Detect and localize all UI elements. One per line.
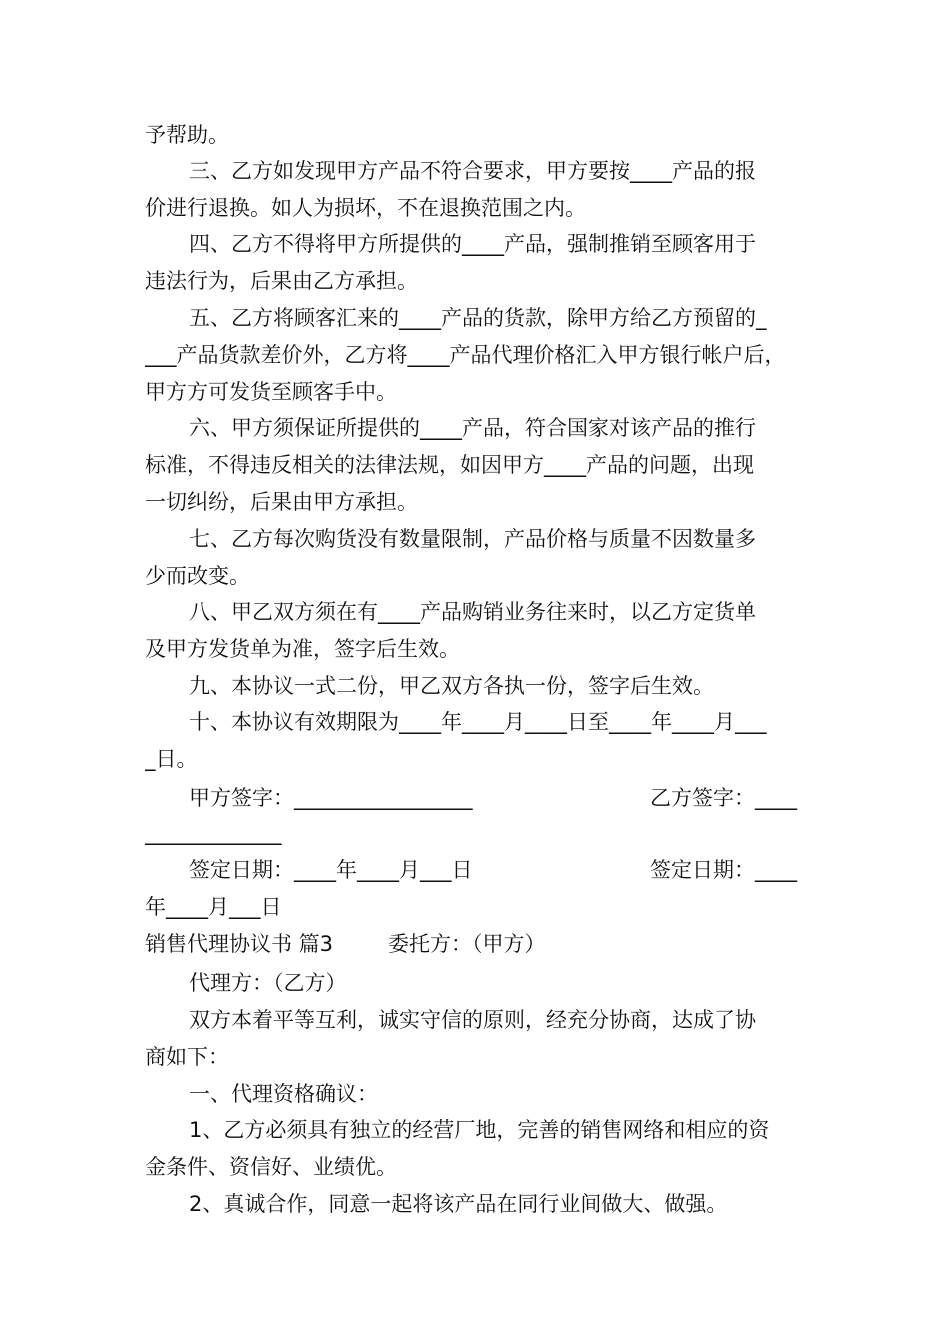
party-a-date: 签定日期：____年____月___日 <box>189 858 473 882</box>
text-line: 价进行退换。如人为损坏，不在退换范围之内。 <box>145 196 586 220</box>
text-line: 少而改变。 <box>145 564 250 588</box>
party-b-signature-line: _____________ <box>145 821 282 845</box>
text-line: 标准，不得违反相关的法律法规，如因甲方____产品的问题，出现 <box>145 453 754 477</box>
text-line: 2、真诚合作，同意一起将该产品在同行业间做大、做强。 <box>189 1192 728 1216</box>
item-title: 一、代理资格确议： <box>189 1082 378 1106</box>
text-line: ___产品货款差价外，乙方将____产品代理价格汇入甲方银行帐户后， <box>145 343 786 367</box>
text-line: 九、本协议一式二份，甲乙双方各执一份，签字后生效。 <box>189 674 714 698</box>
text-line: 六、甲方须保证所提供的____产品，符合国家对该产品的推行 <box>189 416 756 440</box>
party-b-date-line: 年____月___日 <box>145 895 282 919</box>
text-line: 违法行为，后果由乙方承担。 <box>145 269 418 293</box>
text-line: 商如下： <box>145 1045 229 1069</box>
agent-party: 代理方：（乙方） <box>189 971 347 995</box>
text-line: 1、乙方必须具有独立的经营厂地，完善的销售网络和相应的资 <box>189 1118 770 1142</box>
text-line: 及甲方发货单为准，签字后生效。 <box>145 637 460 661</box>
text-line: 一切纠纷，后果由甲方承担。 <box>145 490 418 514</box>
party-a-signature: 甲方签字：_________________ <box>189 786 473 810</box>
text-line: 四、乙方不得将甲方所提供的____产品，强制推销至顾客用于 <box>189 232 756 256</box>
text-line: 双方本着平等互利，诚实守信的原则，经充分协商，达成了协 <box>189 1008 756 1032</box>
text-line: 三、乙方如发现甲方产品不符合要求，甲方要按____产品的报 <box>189 159 756 183</box>
text-line: 予帮助。 <box>145 123 229 147</box>
section-heading: 销售代理协议书 篇3 <box>145 932 334 956</box>
text-line: 五、乙方将顾客汇来的____产品的货款，除甲方给乙方预留的_ <box>189 306 767 330</box>
party-b-signature: 乙方签字：____ <box>650 786 797 810</box>
text-line: _日。 <box>145 747 198 771</box>
text-line: 金条件、资信好、业绩优。 <box>145 1155 397 1179</box>
client-party: 委托方：（甲方） <box>388 932 546 956</box>
text-line: 七、乙方每次购货没有数量限制，产品价格与质量不因数量多 <box>189 527 756 551</box>
text-line: 八、甲乙双方须在有____产品购销业务往来时，以乙方定货单 <box>189 600 756 624</box>
text-line: 十、本协议有效期限为____年____月____日至____年____月___ <box>189 710 767 734</box>
party-b-date: 签定日期：____ <box>650 858 797 882</box>
text-line: 甲方方可发货至顾客手中。 <box>145 380 397 404</box>
